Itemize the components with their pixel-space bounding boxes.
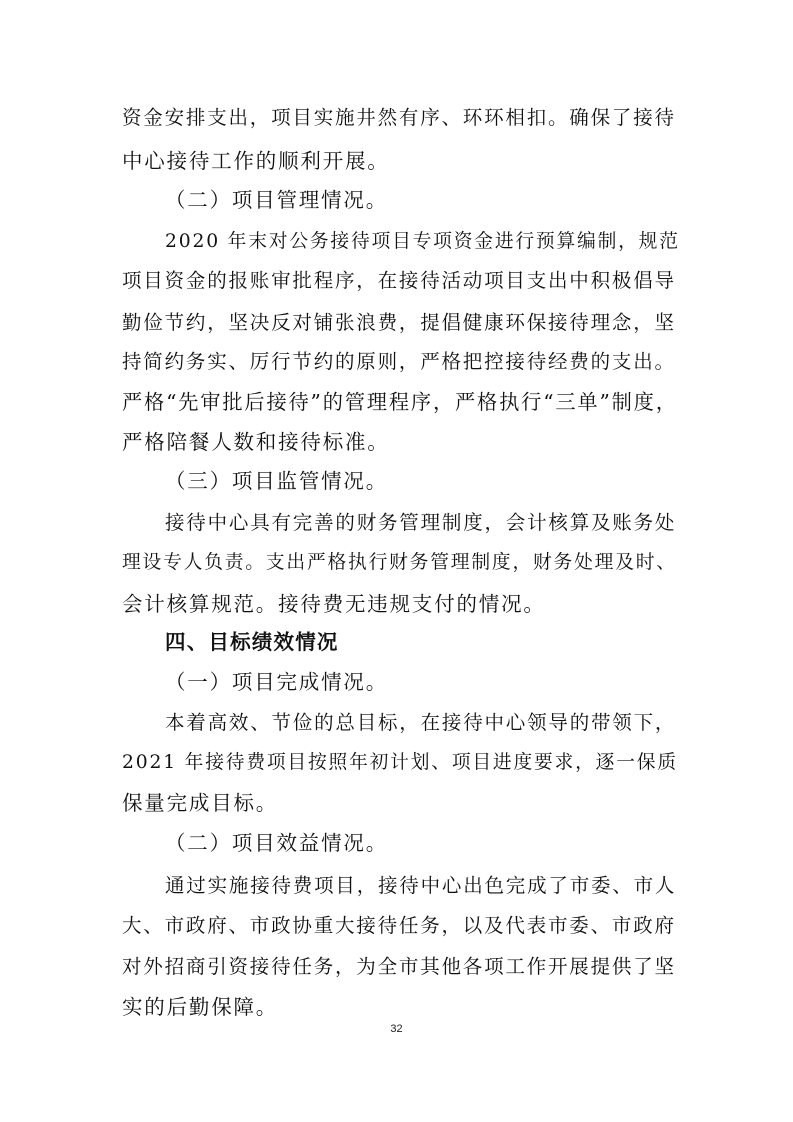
paragraph-line: 2020 年末对公务接待项目专项资金进行预算编制，规范 xyxy=(165,231,680,252)
paragraph-line: 对外招商引资接待任务，为全市其他各项工作开展提供了坚 xyxy=(122,955,676,978)
paragraph-line: 保量完成目标。 xyxy=(122,791,279,815)
page-number: 32 xyxy=(390,1023,403,1035)
paragraph-line: 本着高效、节俭的总目标，在接待中心领导的带领下， xyxy=(165,711,677,734)
paragraph-line: 项目资金的报账审批程序，在接待活动项目支出中积极倡导 xyxy=(122,269,676,292)
section-heading: 四、目标绩效情况 xyxy=(165,630,339,654)
paragraph-line: 严格“先审批后接待”的管理程序，严格执行“三单”制度， xyxy=(122,390,678,414)
subsection-heading: （三）项目监管情况。 xyxy=(165,469,388,493)
paragraph-line: 2021 年接待费项目按照年初计划、项目进度要求，逐一保质 xyxy=(122,752,678,773)
paragraph-line: 严格陪餐人数和接待标准。 xyxy=(122,430,390,454)
subsection-heading: （一）项目完成情况。 xyxy=(165,670,388,694)
paragraph-line: 接待中心具有完善的财务管理制度，会计核算及账务处 xyxy=(165,511,677,534)
paragraph-line: 通过实施接待费项目，接待中心出色完成了市委、市人 xyxy=(165,874,677,897)
paragraph-line: 实的后勤保障。 xyxy=(122,995,279,1019)
paragraph-line: 持简约务实、厉行节约的原则，严格把控接待经费的支出。 xyxy=(122,350,676,373)
paragraph-line: 会计核算规范。接待费无违规支付的情况。 xyxy=(122,592,546,616)
paragraph-line: 大、市政府、市政协重大接待任务，以及代表市委、市政府 xyxy=(122,914,676,937)
subsection-heading: （二）项目效益情况。 xyxy=(165,831,388,855)
paragraph-line: 理设专人负责。支出严格执行财务管理制度，财务处理及时、 xyxy=(122,552,677,573)
paragraph-line: 中心接待工作的顺利开展。 xyxy=(122,149,390,173)
paragraph-line: 资金安排支出，项目实施井然有序、环环相扣。确保了接待 xyxy=(122,106,676,129)
subsection-heading: （二）项目管理情况。 xyxy=(165,188,388,212)
paragraph-line: 勤俭节约，坚决反对铺张浪费，提倡健康环保接待理念，坚 xyxy=(122,311,676,334)
